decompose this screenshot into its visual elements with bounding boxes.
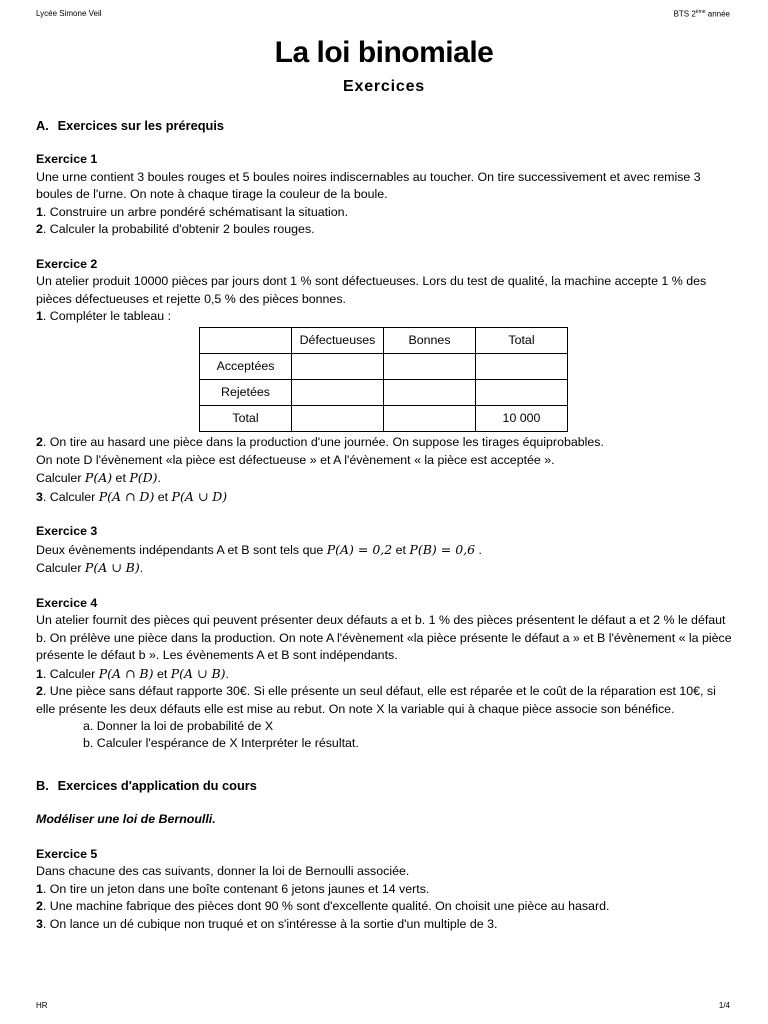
ex4-q2-text: . Une pièce sans défaut rapporte 30€. Si elle présente un seul défaut, elle est réparée et le coût de la réparation est 10€, si elle présente les deux défauts elle est mise au rebut. On note X la variable qui à chaque pièce associe son bénéfice. <box>36 684 716 716</box>
table-cell <box>384 406 476 432</box>
ex2-q3-mid: et <box>154 489 172 504</box>
ex1-q2 <box>36 221 736 238</box>
section-b-heading <box>36 777 736 794</box>
ex5-q1-text: . On tire un jeton dans une boîte contenant 6 jetons jaunes et 14 verts. <box>42 881 430 896</box>
ex5-q1 <box>36 881 736 898</box>
ex1-q2-text: . Calculer la probabilité d'obtenir 2 boules rouges. <box>42 222 315 237</box>
ex5-q2 <box>36 898 736 915</box>
ex2-q3 <box>36 488 736 506</box>
ex4-intro: Un atelier fournit des pièces qui peuvent présenter deux défauts a et b. 1 % des pièces présentent le défaut a et 2 % le défaut b. On prélève une pièce dans la production. On note A l'évènement «la pièce présente le défaut a » et B l'évènement « la pièce présente le défaut b ». Les évènements A et B sont indépendants. <box>36 613 732 663</box>
section-a-heading <box>36 117 736 134</box>
ex3-line1 <box>36 541 736 559</box>
table-row <box>200 406 568 432</box>
table-row-label: Rejetées <box>200 380 292 406</box>
ex3-l1-pre: Deux évènements indépendants A et B sont tels que <box>36 542 327 557</box>
table-row <box>200 380 568 406</box>
table-row-label: Total <box>200 406 292 432</box>
ex5-intro: Dans chacune des cas suivants, donner la loi de Bernoulli associée. <box>36 864 410 879</box>
ex2-q1-num: 1 <box>36 309 43 324</box>
table-header-cell: Bonnes <box>384 328 476 354</box>
table-cell <box>292 406 384 432</box>
ex5-title: Exercice 5 <box>36 846 98 861</box>
ex3-l2-end: . <box>139 561 144 576</box>
ex4-qa: a. Donner la loi de probabilité de X <box>83 718 274 733</box>
ex3-l1-mid: et <box>392 542 410 557</box>
ex5-q2-num: 2 <box>36 899 43 914</box>
math-expression: P(A ∪ B) <box>170 665 226 681</box>
ex2-q2c <box>36 469 736 487</box>
table-cell <box>476 354 568 380</box>
ex1-q1 <box>36 204 736 221</box>
ex2-q2c-mid: et <box>112 471 130 486</box>
table-cell <box>384 380 476 406</box>
ex4-q1-mid: et <box>153 666 171 681</box>
ex2-q2c-end: . <box>157 471 161 486</box>
ex5-q1-num: 1 <box>36 881 43 896</box>
footer-page-number: 1/4 <box>718 1001 730 1010</box>
bernoulli-subtitle: Modéliser une loi de Bernoulli. <box>36 812 216 827</box>
ex2-q2 <box>36 434 736 451</box>
ex1-title: Exercice 1 <box>36 152 98 167</box>
table-total-cell: 10 000 <box>476 406 568 432</box>
ex4-q1-num: 1 <box>36 666 43 681</box>
table-row-label: Acceptées <box>200 354 292 380</box>
ex3-title: Exercice 3 <box>36 524 98 539</box>
section-b-num: B. <box>36 777 49 793</box>
math-expression: P(B) = 0,6 <box>409 541 476 557</box>
table-header-row <box>200 328 568 354</box>
math-expression: P(A ∪ D) <box>171 488 228 504</box>
ex4-q1 <box>36 665 736 683</box>
ex1-q2-num: 2 <box>36 222 43 237</box>
ex2-q2-num: 2 <box>36 435 43 450</box>
ex4-q2-num: 2 <box>36 684 43 699</box>
page-title: La loi binomiale <box>274 36 494 69</box>
ex5-q2-text: . Une machine fabrique des pièces dont 90 % sont d'excellente qualité. On choisit une pièce au hasard. <box>42 899 610 914</box>
math-expression: P(D) <box>129 470 158 486</box>
ex4-qb: b. Calculer l'espérance de X Interpréter le résultat. <box>83 736 359 751</box>
page-subtitle: Exercices <box>343 78 425 95</box>
ex5-q3 <box>36 916 736 933</box>
ex2-q1-text: . Compléter le tableau : <box>42 309 172 324</box>
ex2-q3-num: 3 <box>36 489 43 504</box>
ex3-l1-end: . <box>475 542 482 557</box>
document-body <box>36 117 736 933</box>
table-cell <box>200 328 292 354</box>
ex2-q2c-pre: Calculer <box>36 471 85 486</box>
ex4-q1-end: . <box>225 666 229 681</box>
header-class <box>674 9 730 19</box>
math-expression: P(A) <box>84 470 113 486</box>
math-expression: P(A ∪ B) <box>84 560 140 576</box>
ex5-q3-num: 3 <box>36 916 43 931</box>
ex2-q3-pre: . Calculer <box>42 489 99 504</box>
quality-table <box>199 327 568 432</box>
math-expression: P(A) = 0,2 <box>326 541 393 557</box>
footer-author: HR <box>36 1001 48 1010</box>
ex4-q1-pre: . Calculer <box>42 666 99 681</box>
ex1-q1-num: 1 <box>36 204 43 219</box>
table-cell <box>476 380 568 406</box>
header-school: Lycée Simone Veil <box>36 9 102 18</box>
header-class-sup: ème <box>695 9 706 15</box>
ex2-q1 <box>36 308 736 325</box>
ex2-q2-text: . On tire au hasard une pièce dans la production d'une journée. On suppose les tirages équiprobables. <box>42 435 604 450</box>
math-expression: P(A ∩ D) <box>98 488 155 504</box>
ex2-intro: Un atelier produit 10000 pièces par jours dont 1 % sont défectueuses. Lors du test de qualité, la machine accepte 1 % des pièces défectueuses et rejette 0,5 % des pièces bonnes. <box>36 274 707 306</box>
table-cell <box>292 380 384 406</box>
header-class-prefix: BTS 2 <box>673 9 696 19</box>
table-header-cell: Total <box>476 328 568 354</box>
section-a-label: Exercices sur les prérequis <box>57 118 225 133</box>
section-b-label: Exercices d'application du cours <box>57 777 257 793</box>
table-cell <box>384 354 476 380</box>
ex5-q3-text: . On lance un dé cubique non truqué et on s'intéresse à la sortie d'un multiple de 3. <box>42 916 498 931</box>
table-row <box>200 354 568 380</box>
table-cell <box>292 354 384 380</box>
section-a-num: A. <box>36 118 49 133</box>
table-header-cell: Défectueuses <box>292 328 384 354</box>
ex2-title: Exercice 2 <box>36 256 98 271</box>
ex4-title: Exercice 4 <box>36 596 98 611</box>
ex1-q1-text: . Construire un arbre pondéré schématisant la situation. <box>42 204 349 219</box>
ex1-intro: Une urne contient 3 boules rouges et 5 boules noires indiscernables au toucher. On tire successivement et avec remise 3 boules de l'urne. On note à chaque tirage la couleur de la boule. <box>36 169 701 202</box>
header-class-suffix: année <box>705 9 730 19</box>
ex3-line2 <box>36 559 736 577</box>
ex2-q2b: On note D l'évènement «la pièce est défectueuse » et A l'évènement « la pièce est acceptée ». <box>36 452 555 467</box>
ex3-l2-pre: Calculer <box>36 561 85 576</box>
math-expression: P(A ∩ B) <box>98 665 154 681</box>
ex4-q2 <box>36 683 736 718</box>
